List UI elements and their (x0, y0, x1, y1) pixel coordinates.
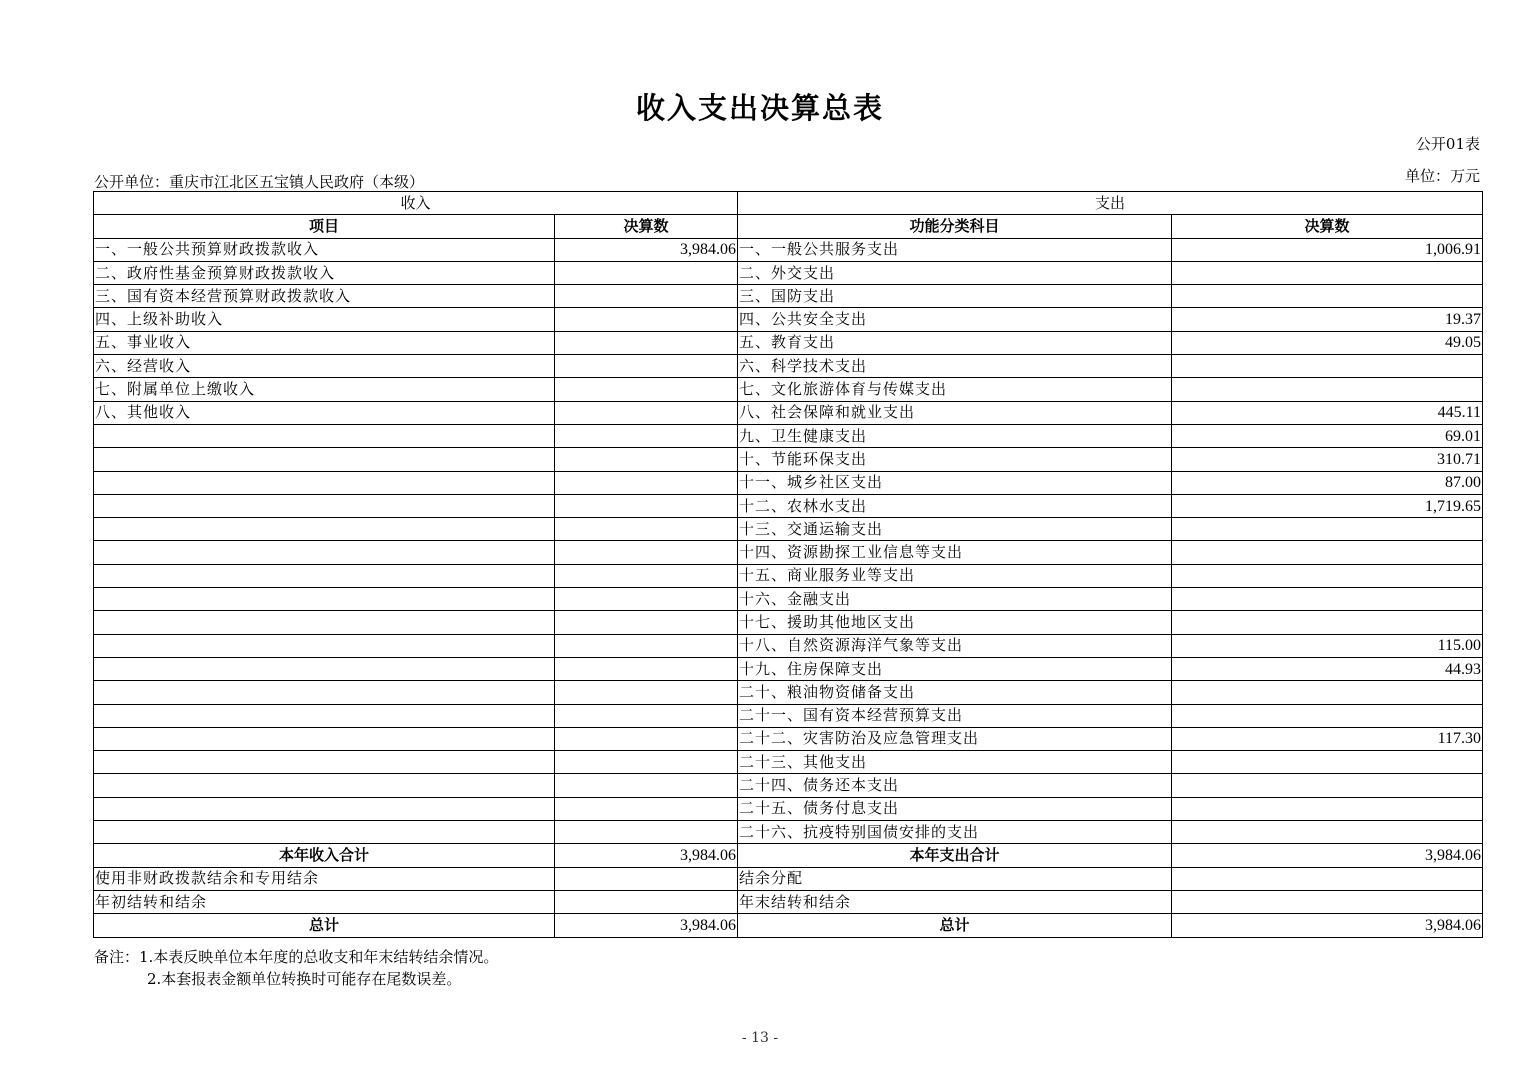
expense-amount-cell (1172, 681, 1483, 704)
income-item-cell (94, 564, 555, 587)
table-row (94, 494, 1483, 517)
income-amount-cell (555, 518, 738, 541)
organization-name: 公开单位：重庆市江北区五宝镇人民政府（本级） (94, 173, 425, 191)
income-amount-cell (555, 494, 738, 517)
expense-amount-cell (1172, 704, 1483, 727)
income-item-cell (94, 424, 555, 447)
expense-amount-cell: 3,984.06 (1172, 914, 1483, 937)
income-item-cell (94, 471, 555, 494)
expense-amount-cell: 19.37 (1172, 308, 1483, 331)
expense-item-cell: 二十一、国有资本经营预算支出 (738, 704, 1172, 727)
table-row (94, 704, 1483, 727)
expense-item-cell: 二十、粮油物资储备支出 (738, 681, 1172, 704)
expense-amount-cell (1172, 797, 1483, 820)
expense-amount-cell (1172, 821, 1483, 844)
item-header: 项目 (94, 215, 555, 238)
income-amount-cell (555, 401, 738, 424)
income-header: 收入 (94, 192, 738, 215)
income-amount-cell (555, 564, 738, 587)
income-item-cell (94, 657, 555, 680)
table-row (94, 890, 1483, 913)
income-amount-cell (555, 588, 738, 611)
expense-item-cell: 四、公共安全支出 (738, 308, 1172, 331)
expense-amount-cell: 44.93 (1172, 657, 1483, 680)
page-number: - 13 - (741, 1030, 779, 1046)
income-amount-cell (555, 634, 738, 657)
expense-item-cell: 本年支出合计 (738, 844, 1172, 867)
expense-item-cell: 十八、自然资源海洋气象等支出 (738, 634, 1172, 657)
income-amount-cell (555, 471, 738, 494)
table-row (94, 308, 1483, 331)
income-expense-table (93, 191, 1483, 938)
amount-header: 决算数 (555, 215, 738, 238)
expense-amount-cell (1172, 890, 1483, 913)
income-amount-cell (555, 424, 738, 447)
expense-item-cell: 十九、住房保障支出 (738, 657, 1172, 680)
income-item-cell: 年初结转和结余 (94, 890, 555, 913)
income-amount-cell (555, 331, 738, 354)
income-item-cell (94, 704, 555, 727)
expense-amount-cell (1172, 261, 1483, 284)
table-row (94, 518, 1483, 541)
expense-item-cell: 十、节能环保支出 (738, 448, 1172, 471)
expense-amount-cell: 1,719.65 (1172, 494, 1483, 517)
expense-amount-cell (1172, 541, 1483, 564)
income-item-cell (94, 494, 555, 517)
income-item-cell (94, 797, 555, 820)
income-amount-cell (555, 541, 738, 564)
expense-amount-cell (1172, 378, 1483, 401)
income-amount-cell (555, 657, 738, 680)
income-item-cell: 六、经营收入 (94, 355, 555, 378)
income-item-cell (94, 588, 555, 611)
income-item-cell (94, 821, 555, 844)
income-item-cell (94, 774, 555, 797)
income-amount-cell (555, 681, 738, 704)
income-item-cell: 四、上级补助收入 (94, 308, 555, 331)
table-total-row (94, 844, 1483, 867)
table-row (94, 448, 1483, 471)
table-row (94, 424, 1483, 447)
notes (94, 946, 498, 990)
expense-item-cell: 二十五、债务付息支出 (738, 797, 1172, 820)
income-item-cell (94, 727, 555, 750)
table-row (94, 867, 1483, 890)
expense-amount-cell (1172, 355, 1483, 378)
expense-amount-cell (1172, 611, 1483, 634)
income-item-cell: 使用非财政拨款结余和专用结余 (94, 867, 555, 890)
income-item-cell (94, 611, 555, 634)
form-code: 公开01表 (1415, 135, 1480, 153)
income-amount-cell: 3,984.06 (555, 238, 738, 261)
expense-item-cell: 二十六、抗疫特别国债安排的支出 (738, 821, 1172, 844)
table-row (94, 541, 1483, 564)
income-item-cell (94, 681, 555, 704)
unit-label: 单位：万元 (1404, 167, 1480, 185)
expense-amount-cell: 87.00 (1172, 471, 1483, 494)
income-item-cell (94, 751, 555, 774)
table-row (94, 378, 1483, 401)
expense-amount-cell: 1,006.91 (1172, 238, 1483, 261)
table-row (94, 588, 1483, 611)
income-amount-cell (555, 797, 738, 820)
income-amount-cell (555, 378, 738, 401)
table-row (94, 471, 1483, 494)
table-row (94, 657, 1483, 680)
income-item-cell: 五、事业收入 (94, 331, 555, 354)
table-row (94, 634, 1483, 657)
income-amount-cell (555, 751, 738, 774)
amount-header-2: 决算数 (1172, 215, 1483, 238)
income-item-cell: 总计 (94, 914, 555, 937)
income-item-cell (94, 518, 555, 541)
income-item-cell: 一、一般公共预算财政拨款收入 (94, 238, 555, 261)
expense-item-cell: 九、卫生健康支出 (738, 424, 1172, 447)
income-amount-cell: 3,984.06 (555, 914, 738, 937)
income-amount-cell (555, 308, 738, 331)
expense-header: 支出 (738, 192, 1483, 215)
expense-amount-cell (1172, 751, 1483, 774)
expense-item-cell: 总计 (738, 914, 1172, 937)
income-item-cell: 八、其他收入 (94, 401, 555, 424)
income-amount-cell (555, 285, 738, 308)
income-amount-cell (555, 774, 738, 797)
income-amount-cell: 3,984.06 (555, 844, 738, 867)
note-line: 备注：1.本表反映单位本年度的总收支和年末结转结余情况。 (94, 948, 499, 966)
income-item-cell (94, 541, 555, 564)
table-row (94, 681, 1483, 704)
expense-item-cell: 十二、农林水支出 (738, 494, 1172, 517)
expense-item-cell: 十五、商业服务业等支出 (738, 564, 1172, 587)
expense-amount-cell (1172, 518, 1483, 541)
table-row (94, 821, 1483, 844)
expense-item-cell: 二十二、灾害防治及应急管理支出 (738, 727, 1172, 750)
expense-item-cell: 十七、援助其他地区支出 (738, 611, 1172, 634)
expense-item-cell: 六、科学技术支出 (738, 355, 1172, 378)
expense-item-cell: 七、文化旅游体育与传媒支出 (738, 378, 1172, 401)
expense-item-cell: 一、一般公共服务支出 (738, 238, 1172, 261)
income-amount-cell (555, 355, 738, 378)
expense-amount-cell: 310.71 (1172, 448, 1483, 471)
income-amount-cell (555, 261, 738, 284)
table-row (94, 285, 1483, 308)
income-item-cell (94, 448, 555, 471)
income-item-cell: 二、政府性基金预算财政拨款收入 (94, 261, 555, 284)
func-item-header: 功能分类科目 (738, 215, 1172, 238)
expense-amount-cell (1172, 588, 1483, 611)
expense-item-cell: 结余分配 (738, 867, 1172, 890)
table-row (94, 401, 1483, 424)
table-row (94, 564, 1483, 587)
expense-amount-cell: 117.30 (1172, 727, 1483, 750)
table-subheader-row (94, 215, 1483, 238)
expense-amount-cell (1172, 564, 1483, 587)
expense-item-cell: 十一、城乡社区支出 (738, 471, 1172, 494)
income-item-cell: 本年收入合计 (94, 844, 555, 867)
income-item-cell: 七、附属单位上缴收入 (94, 378, 555, 401)
income-amount-cell (555, 611, 738, 634)
expense-item-cell: 十四、资源勘探工业信息等支出 (738, 541, 1172, 564)
table-row (94, 331, 1483, 354)
expense-item-cell: 八、社会保障和就业支出 (738, 401, 1172, 424)
table-row (94, 611, 1483, 634)
income-amount-cell (555, 867, 738, 890)
expense-item-cell: 十三、交通运输支出 (738, 518, 1172, 541)
income-amount-cell (555, 821, 738, 844)
note-line: 2.本套报表金额单位转换时可能存在尾数误差。 (147, 970, 462, 988)
expense-amount-cell: 115.00 (1172, 634, 1483, 657)
expense-amount-cell: 49.05 (1172, 331, 1483, 354)
table-row (94, 727, 1483, 750)
income-amount-cell (555, 704, 738, 727)
income-amount-cell (555, 890, 738, 913)
income-amount-cell (555, 448, 738, 471)
expense-amount-cell (1172, 285, 1483, 308)
table-row (94, 797, 1483, 820)
expense-amount-cell (1172, 774, 1483, 797)
expense-amount-cell: 445.11 (1172, 401, 1483, 424)
expense-item-cell: 十六、金融支出 (738, 588, 1172, 611)
table-total-row (94, 914, 1483, 937)
income-item-cell (94, 634, 555, 657)
expense-amount-cell (1172, 867, 1483, 890)
expense-item-cell: 年末结转和结余 (738, 890, 1172, 913)
table-row (94, 774, 1483, 797)
expense-amount-cell: 3,984.06 (1172, 844, 1483, 867)
expense-item-cell: 二十三、其他支出 (738, 751, 1172, 774)
table-header-row (94, 192, 1483, 215)
table-row (94, 355, 1483, 378)
expense-item-cell: 五、教育支出 (738, 331, 1172, 354)
income-amount-cell (555, 727, 738, 750)
expense-item-cell: 三、国防支出 (738, 285, 1172, 308)
table-row (94, 238, 1483, 261)
income-item-cell: 三、国有资本经营预算财政拨款收入 (94, 285, 555, 308)
expense-item-cell: 二十四、债务还本支出 (738, 774, 1172, 797)
table-row (94, 261, 1483, 284)
page-title: 收入支出决算总表 (635, 91, 884, 125)
expense-item-cell: 二、外交支出 (738, 261, 1172, 284)
table-row (94, 751, 1483, 774)
expense-amount-cell: 69.01 (1172, 424, 1483, 447)
